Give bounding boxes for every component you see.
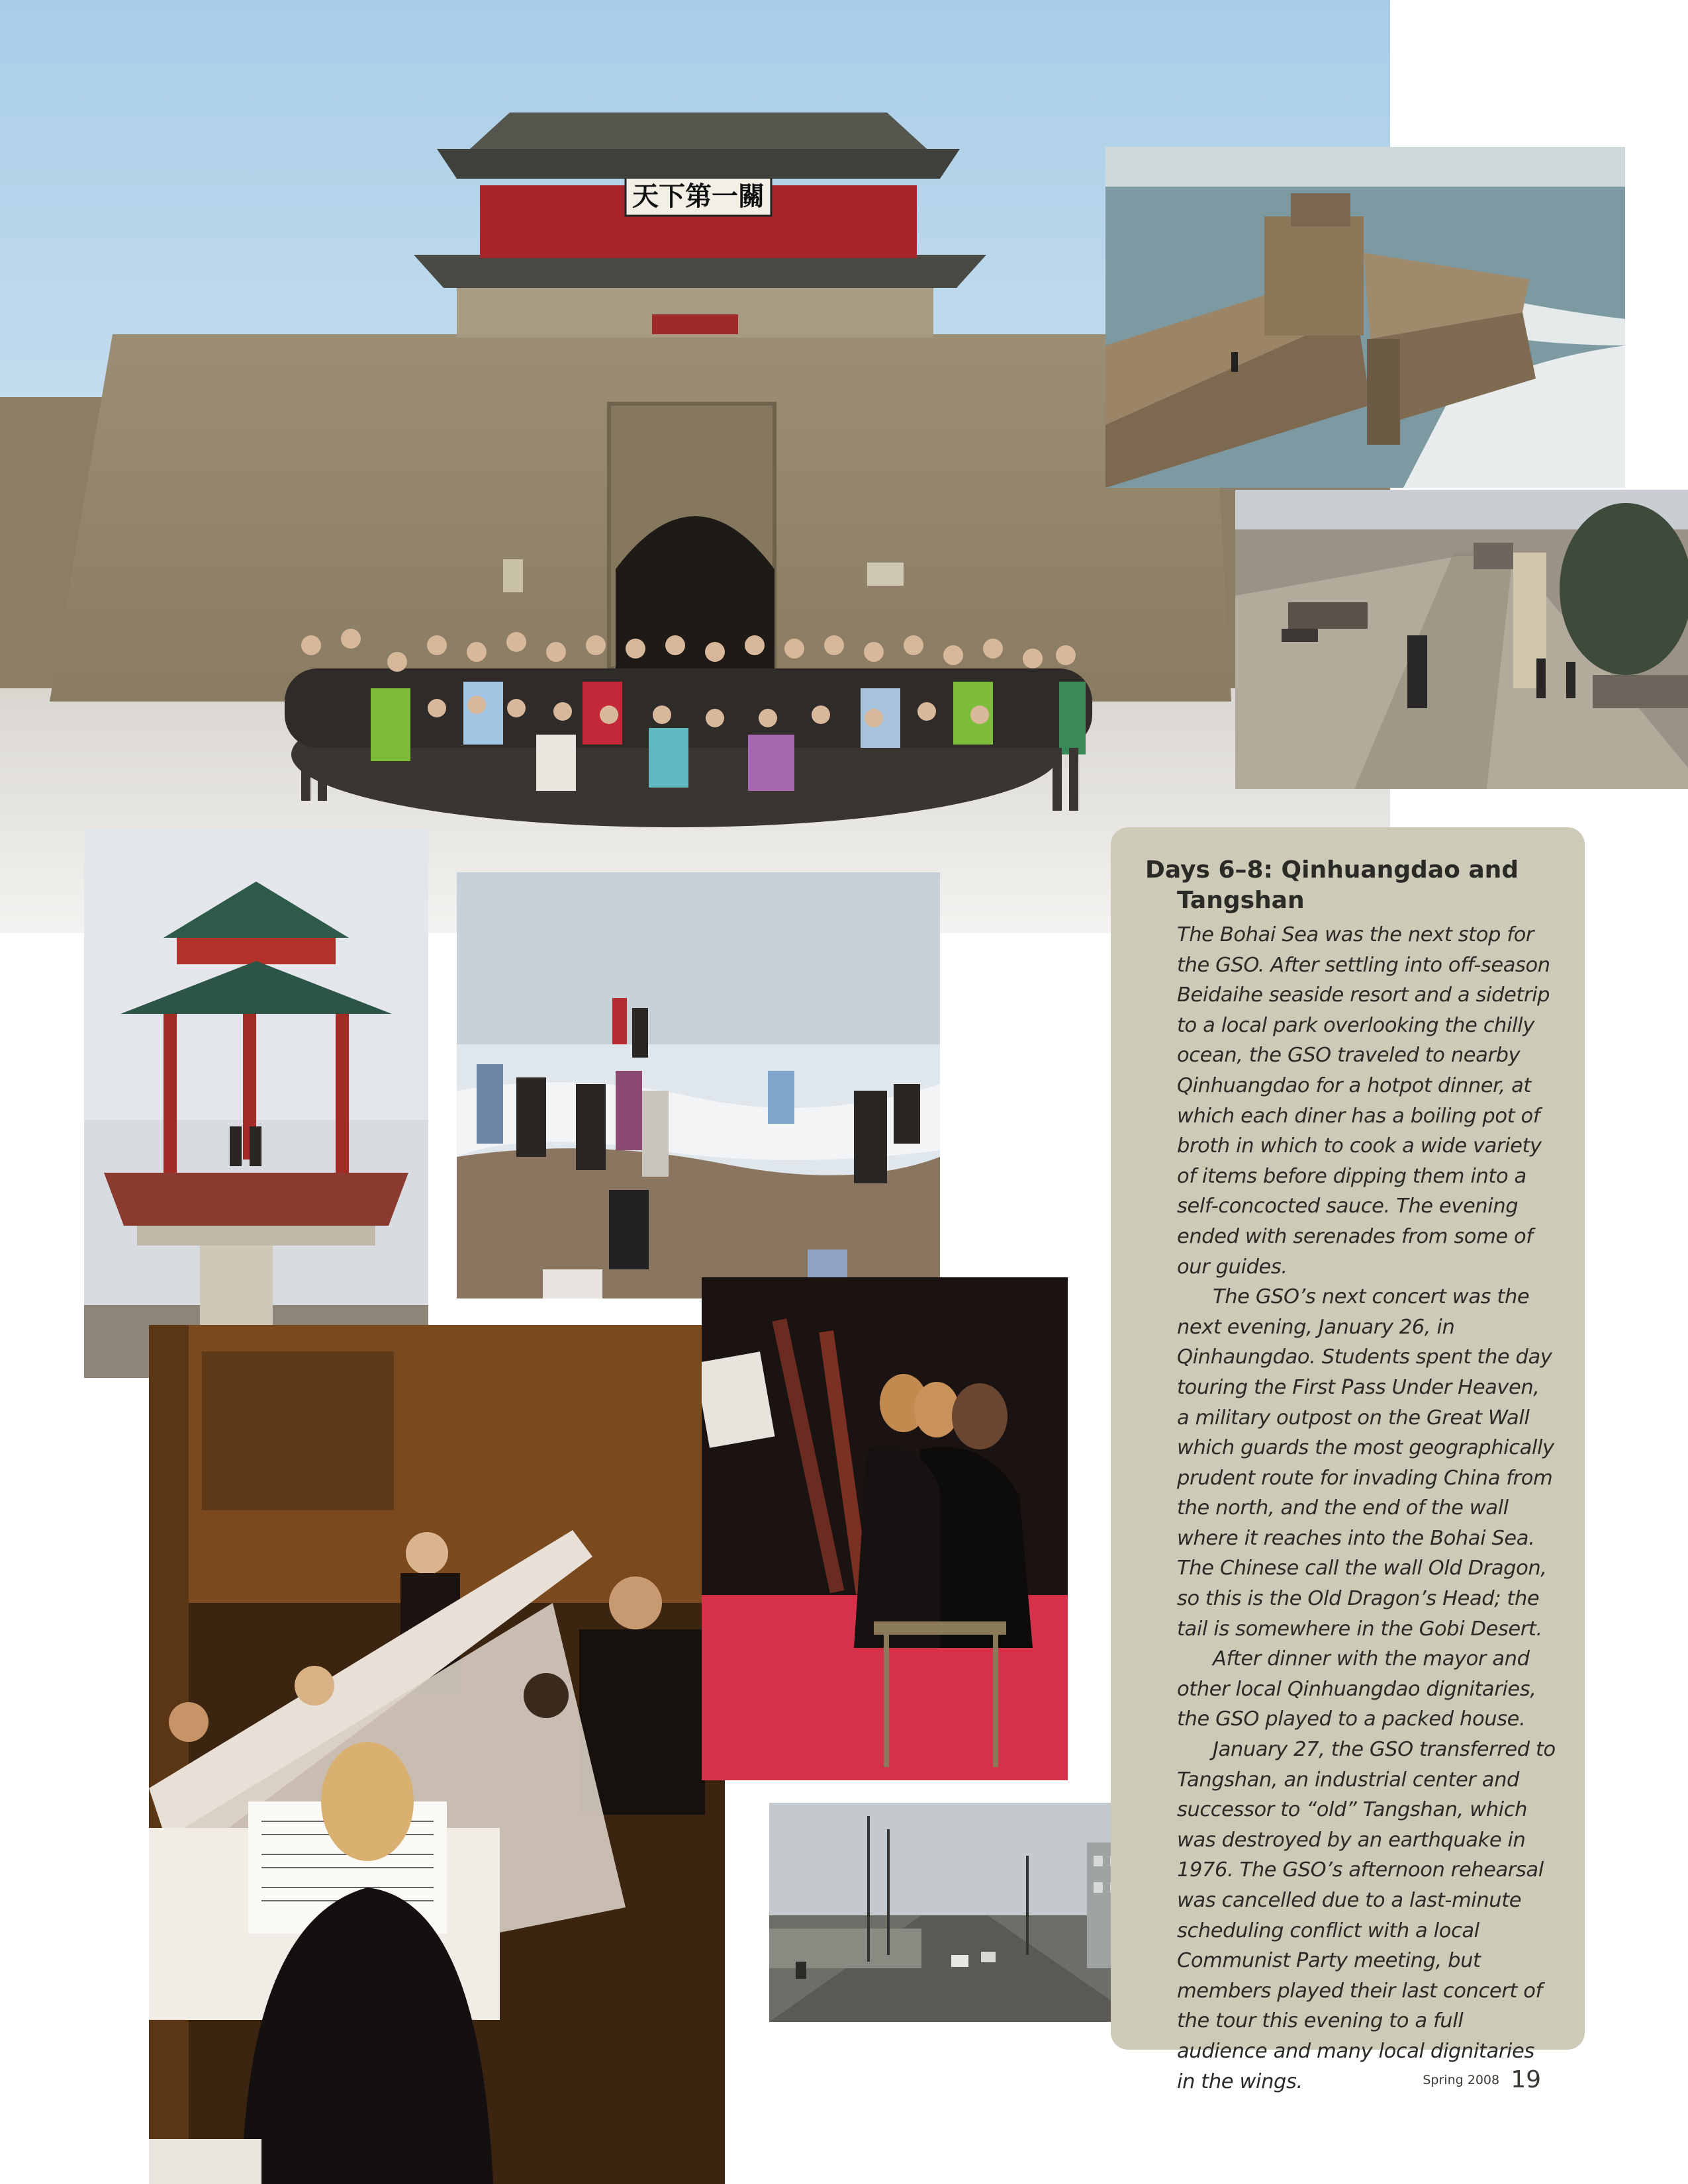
body-paragraph: The Bohai Sea was the next stop for the GSO. After settling into off-season Beidaihe seaside resort and a sidetrip to a local park overlooking the chilly ocean, the GSO traveled to nearby Qinhuangdao for a hotpot dinner, at which each diner has a boiling pot of broth in which to cook a wide variety of items before dipping them into a self-concocted sauce. The evening ended with serenades from some of our guides. (1177, 923, 1550, 1279)
body-paragraph: After dinner with the mayor and other local Qinhuangdao dignitaries, the GSO played to a packed house. (1177, 1647, 1536, 1731)
photo-tangshan-street (769, 1803, 1142, 2022)
page-number: 19 (1511, 2066, 1541, 2093)
page-folio (1369, 2066, 1541, 2093)
photo-great-wall-old-dragons-head (1105, 147, 1625, 488)
issue-date: Spring 2008 (1423, 2072, 1500, 2087)
sidebar-heading (1145, 855, 1556, 916)
heading-places: Qinhuangdao and Tangshan (1177, 856, 1519, 914)
heading-days: Days 6–8 (1145, 856, 1264, 884)
body-paragraph: The GSO’s next concert was the next evening, January 26, in Qinhaungdao. Students spent the day touring the First Pass Under Heaven, a military outpost on the Great Wall which guards the most geographically prudent route for invading China from the north, and the end of the wall where it reaches into the Bohai Sea. The Chinese call the wall Old Dragon, so this is the Old Dragon’s Head; the tail is somewhere in the Gobi Desert. (1177, 1285, 1554, 1641)
body-paragraph: January 27, the GSO transferred to Tangshan, an industrial center and successor to “old” Tangshan, which was destroyed by an earthquake in 1976. The GSO’s afternoon rehearsal was cancelled due to a last-minute scheduling conflict with a local Communist Party meeting, but members played their last concert of the tour this evening to a full audience and many local dignitaries in the wings. (1177, 1738, 1556, 2093)
heading-colon: : (1263, 856, 1273, 884)
gate-sign-text: 天下第一關 (632, 181, 765, 212)
photo-bassoon-section (702, 1277, 1068, 1780)
photo-concert-conductor-piano (149, 1325, 725, 2184)
photo-frozen-beach (457, 872, 940, 1298)
photo-wall-walkway (1235, 490, 1688, 789)
photo-pavilion-overlook (84, 829, 428, 1378)
